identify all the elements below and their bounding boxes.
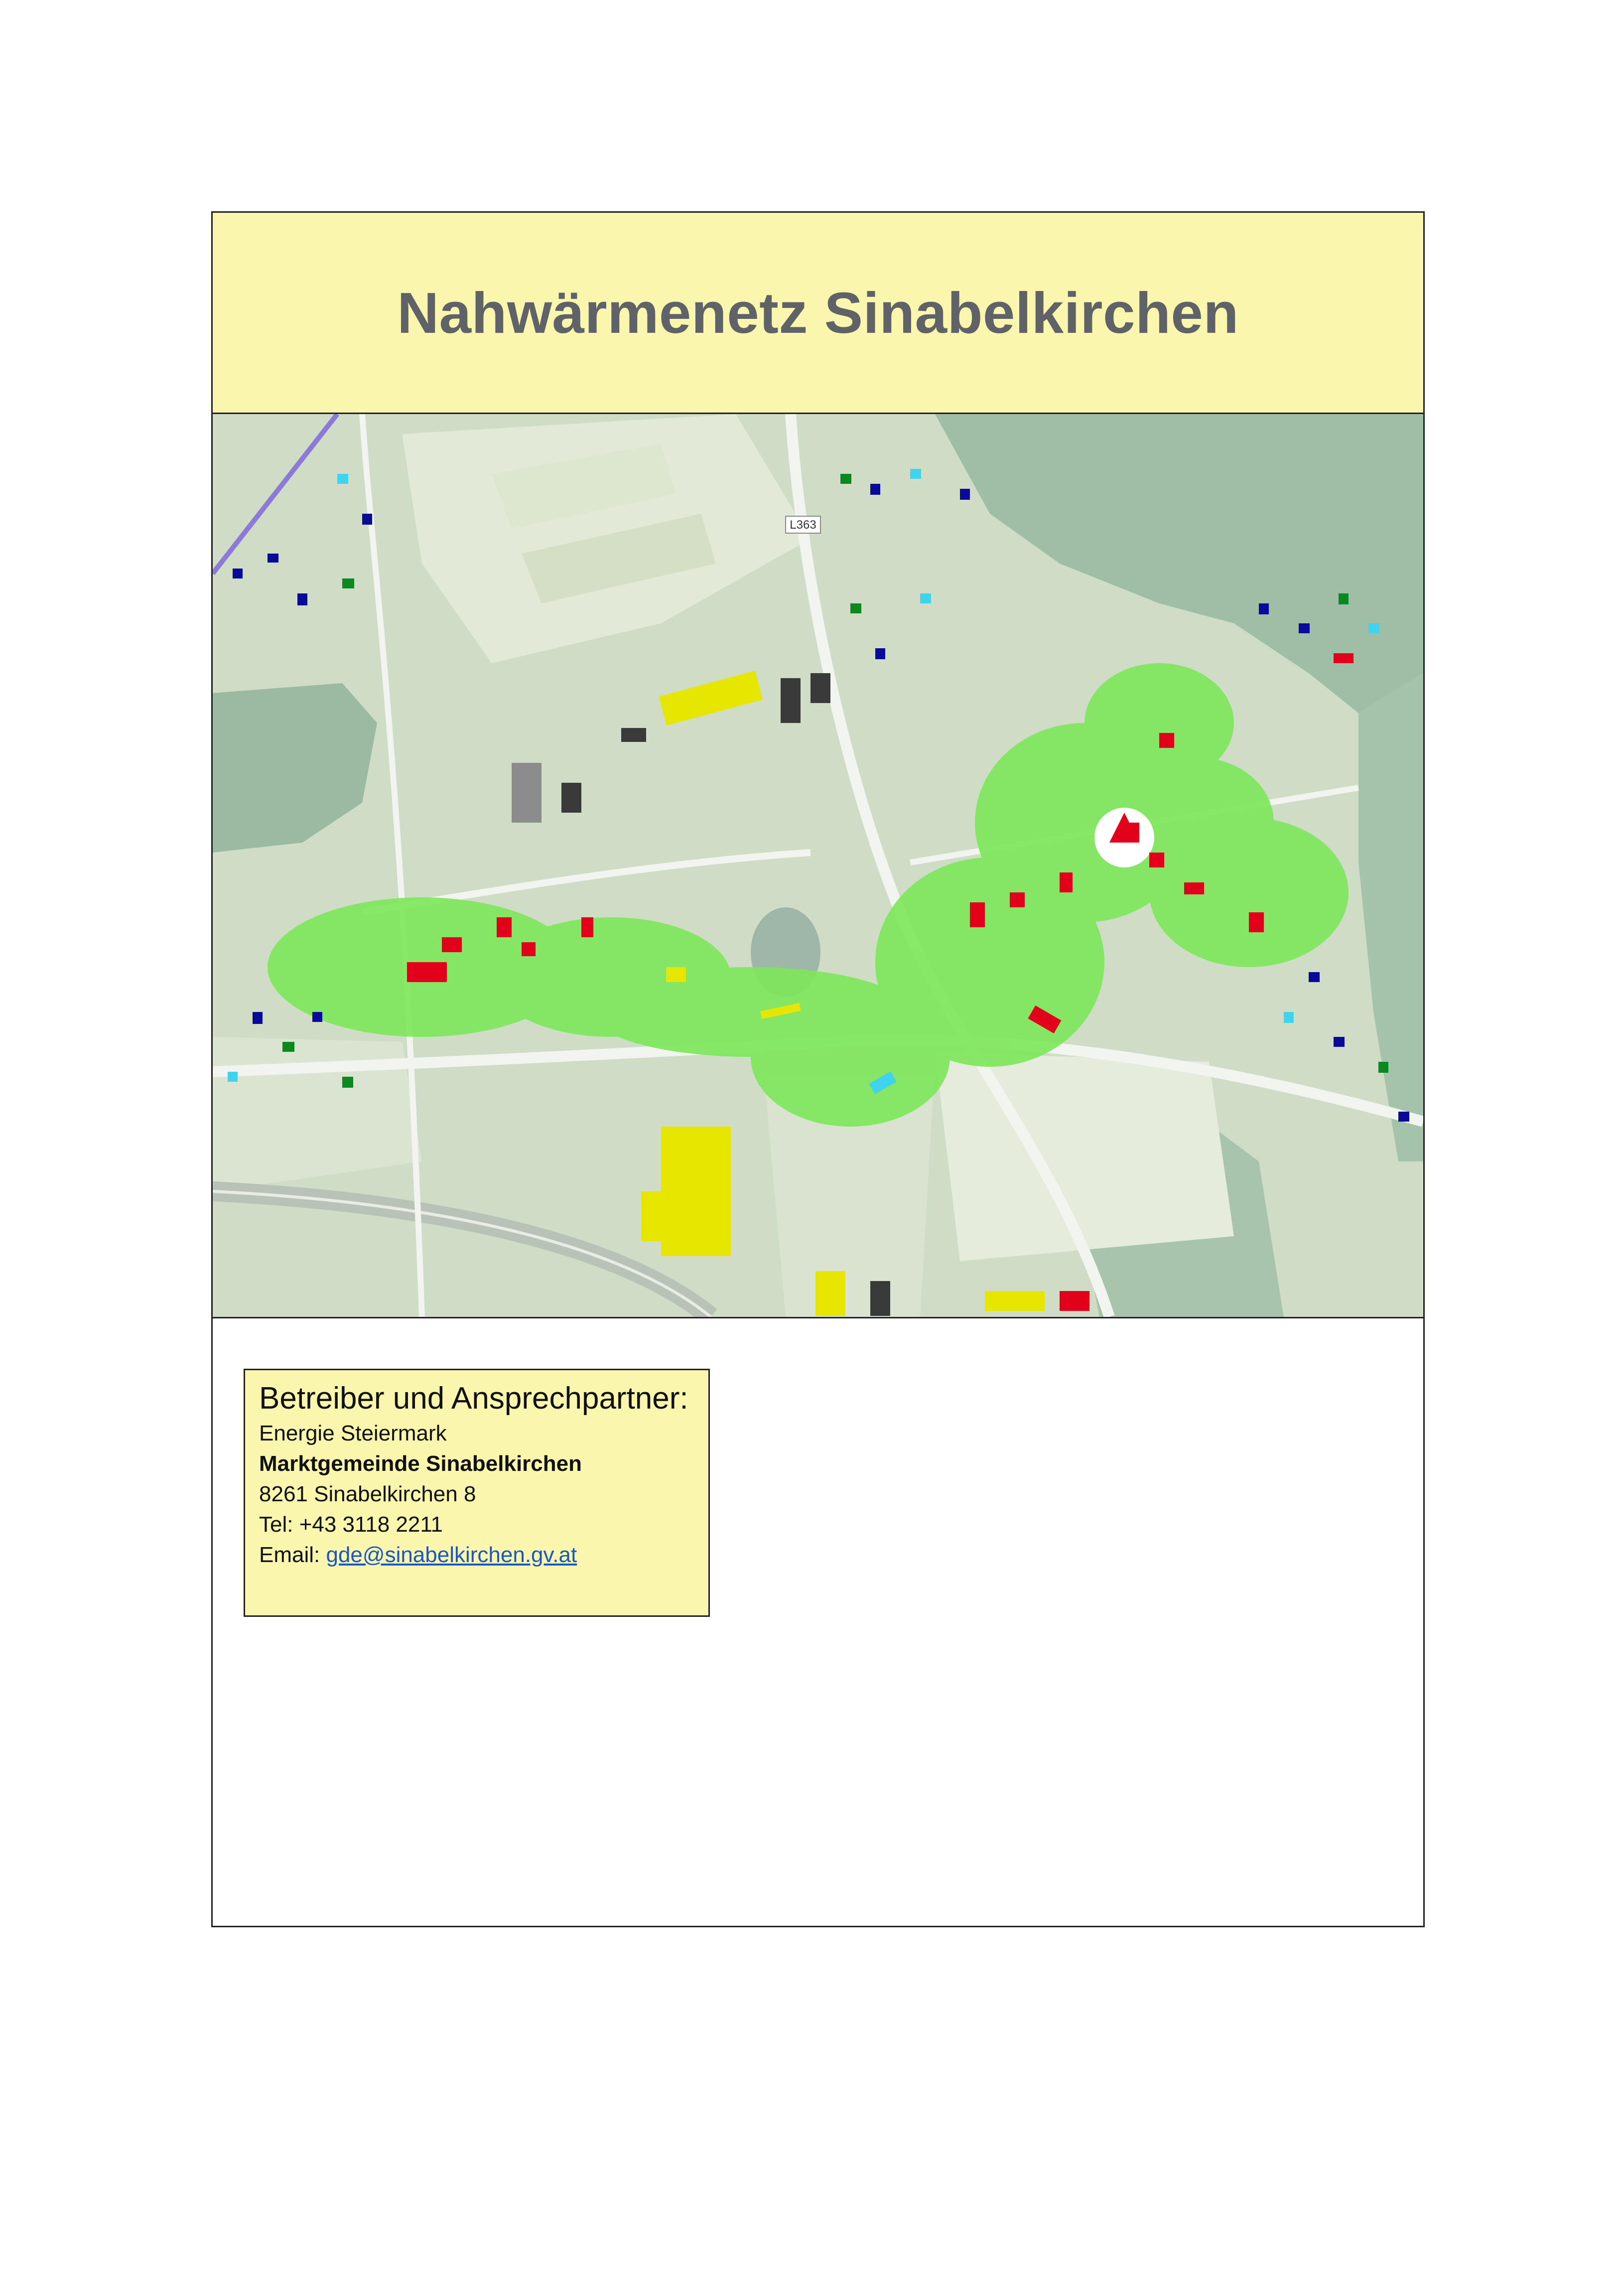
- building-yellow: [661, 1127, 731, 1256]
- building-red: [1249, 912, 1264, 932]
- building-red: [1149, 853, 1164, 867]
- building-blue: [1299, 623, 1310, 633]
- building-dark: [811, 673, 830, 703]
- building-blue: [253, 1012, 263, 1024]
- building-green: [840, 474, 851, 484]
- building-red: [1060, 872, 1073, 892]
- contact-municipality: Marktgemeinde Sinabelkirchen: [259, 1451, 582, 1476]
- building-blue: [233, 569, 243, 578]
- building-blue: [268, 554, 278, 563]
- building-blue: [297, 593, 307, 605]
- building-dark: [621, 728, 646, 742]
- building-red: [442, 937, 462, 952]
- contact-email-line: [259, 1540, 694, 1570]
- building-blue: [1259, 603, 1269, 614]
- building-green: [850, 603, 861, 613]
- building-dark: [870, 1281, 890, 1316]
- building-cyan: [228, 1072, 238, 1082]
- field-south: [935, 1052, 1234, 1261]
- map-svg: [213, 414, 1423, 1317]
- building-cyan: [910, 469, 921, 479]
- building-red: [1010, 892, 1025, 907]
- building-red: [497, 917, 512, 937]
- building-red: [1119, 823, 1139, 843]
- network-map[interactable]: [213, 414, 1423, 1318]
- building-green: [342, 578, 354, 588]
- road-label: L363: [790, 518, 816, 532]
- building-red: [1060, 1291, 1089, 1311]
- contact-phone: Tel: +43 3118 2211: [259, 1512, 443, 1537]
- page-title: Nahwärmenetz Sinabelkirchen: [397, 280, 1239, 345]
- building-yellow: [666, 967, 686, 982]
- building-red: [581, 917, 593, 937]
- contact-operator: Energie Steiermark: [259, 1421, 447, 1445]
- contact-heading: Betreiber und Ansprechpartner:: [259, 1381, 688, 1416]
- building-blue: [1398, 1112, 1409, 1122]
- contact-email-link[interactable]: gde@sinabelkirchen.gv.at: [326, 1543, 577, 1567]
- building-red: [1334, 653, 1353, 663]
- building-green: [342, 1077, 353, 1088]
- building-cyan: [1284, 1012, 1294, 1023]
- building-blue: [870, 484, 880, 495]
- contact-box: [244, 1369, 710, 1617]
- building-red: [407, 962, 447, 982]
- building-red: [1184, 882, 1204, 894]
- building-cyan: [1368, 623, 1379, 633]
- building-green: [282, 1042, 294, 1052]
- building-grey: [512, 763, 541, 823]
- building-yellow: [815, 1271, 845, 1316]
- page-frame: [211, 211, 1425, 1927]
- building-blue: [1309, 972, 1320, 982]
- building-blue: [1334, 1037, 1345, 1047]
- building-blue: [312, 1012, 322, 1022]
- building-red: [1159, 733, 1174, 748]
- building-red: [522, 942, 536, 956]
- building-dark: [781, 678, 801, 723]
- building-green: [1339, 593, 1349, 604]
- contact-email-label: Email:: [259, 1543, 320, 1567]
- building-yellow: [985, 1291, 1045, 1311]
- building-cyan: [920, 593, 931, 603]
- building-yellow: [641, 1191, 666, 1241]
- building-blue: [875, 648, 885, 659]
- building-blue: [960, 489, 970, 500]
- title-band: [213, 213, 1423, 414]
- building-green: [1378, 1062, 1388, 1073]
- building-cyan: [337, 474, 348, 484]
- building-red: [970, 902, 985, 927]
- building-dark: [561, 783, 581, 813]
- building-blue: [362, 514, 372, 525]
- contact-address: 8261 Sinabelkirchen 8: [259, 1482, 476, 1506]
